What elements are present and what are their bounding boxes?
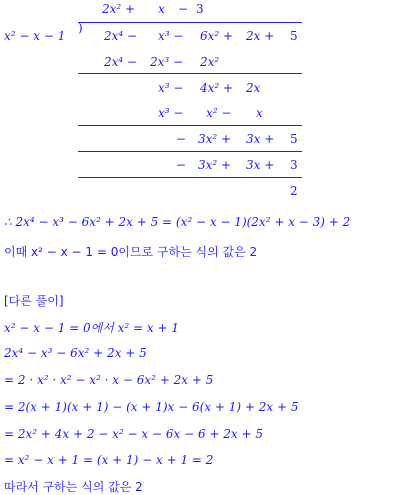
alt-step-1: x² − x − 1 = 0에서 x² = x + 1 bbox=[4, 321, 180, 335]
row1-term-1: 2x⁴ − bbox=[104, 55, 138, 69]
row1-term-2: 2x³ − bbox=[150, 55, 184, 69]
row5-term-2: 3x + bbox=[246, 158, 275, 172]
conclusion-answer: 이때 x² − x − 1 = 0이므로 구하는 식의 값은 2 bbox=[4, 245, 258, 259]
quotient-term-3: 3 bbox=[196, 2, 204, 16]
divisor: x² − x − 1 bbox=[4, 29, 66, 43]
row3-term-3: x bbox=[256, 106, 263, 120]
alt-solution-heading: [다른 풀이] bbox=[4, 294, 64, 308]
dividend-term-5: 5 bbox=[290, 29, 298, 43]
row2-term-3: 2x bbox=[246, 81, 261, 95]
quotient-term-2: x bbox=[158, 2, 165, 16]
rule-3 bbox=[78, 151, 302, 152]
dividend-term-3: 6x² + bbox=[200, 29, 234, 43]
division-bracket: ) bbox=[78, 21, 83, 35]
row5-term-3: 3 bbox=[290, 158, 298, 172]
alt-step-3: = 2 · x² · x² − x² · x − 6x² + 2x + 5 bbox=[4, 373, 214, 387]
rule-2 bbox=[78, 125, 302, 126]
row4-term-1: 3x² + bbox=[198, 132, 232, 146]
dividend-term-2: x³ − bbox=[158, 29, 184, 43]
remainder: 2 bbox=[290, 184, 298, 198]
division-bar bbox=[78, 22, 302, 23]
row4-op: − bbox=[176, 132, 187, 146]
dividend-term-4: 2x + bbox=[246, 29, 275, 43]
quotient-op: − bbox=[178, 2, 189, 16]
row3-term-1: x³ − bbox=[158, 106, 184, 120]
alt-step-5: = 2x² + 4x + 2 − x² − x − 6x − 6 + 2x + 5 bbox=[4, 427, 264, 441]
row3-term-2: x² − bbox=[206, 106, 232, 120]
row1-term-3: 2x² bbox=[200, 55, 220, 69]
row2-term-2: 4x² + bbox=[200, 81, 234, 95]
rule-1 bbox=[78, 73, 302, 74]
alt-step-4: = 2(x + 1)(x + 1) − (x + 1)x − 6(x + 1) + 2x + 5 bbox=[4, 400, 299, 414]
row4-term-3: 5 bbox=[290, 132, 298, 146]
alt-step-2: 2x⁴ − x³ − 6x² + 2x + 5 bbox=[4, 346, 147, 360]
alt-conclusion: 따라서 구하는 식의 값은 2 bbox=[4, 480, 143, 494]
row4-term-2: 3x + bbox=[246, 132, 275, 146]
alt-step-6: = x² − x + 1 = (x + 1) − x + 1 = 2 bbox=[4, 453, 214, 467]
conclusion-identity: ∴ 2x⁴ − x³ − 6x² + 2x + 5 = (x² − x − 1)(2x² + x − 3) + 2 bbox=[4, 215, 351, 229]
row5-op: − bbox=[176, 158, 187, 172]
quotient-term-1: 2x² + bbox=[102, 2, 136, 16]
dividend-term-1: 2x⁴ − bbox=[104, 29, 138, 43]
rule-4 bbox=[78, 177, 302, 178]
row2-term-1: x³ − bbox=[158, 81, 184, 95]
row5-term-1: 3x² + bbox=[198, 158, 232, 172]
